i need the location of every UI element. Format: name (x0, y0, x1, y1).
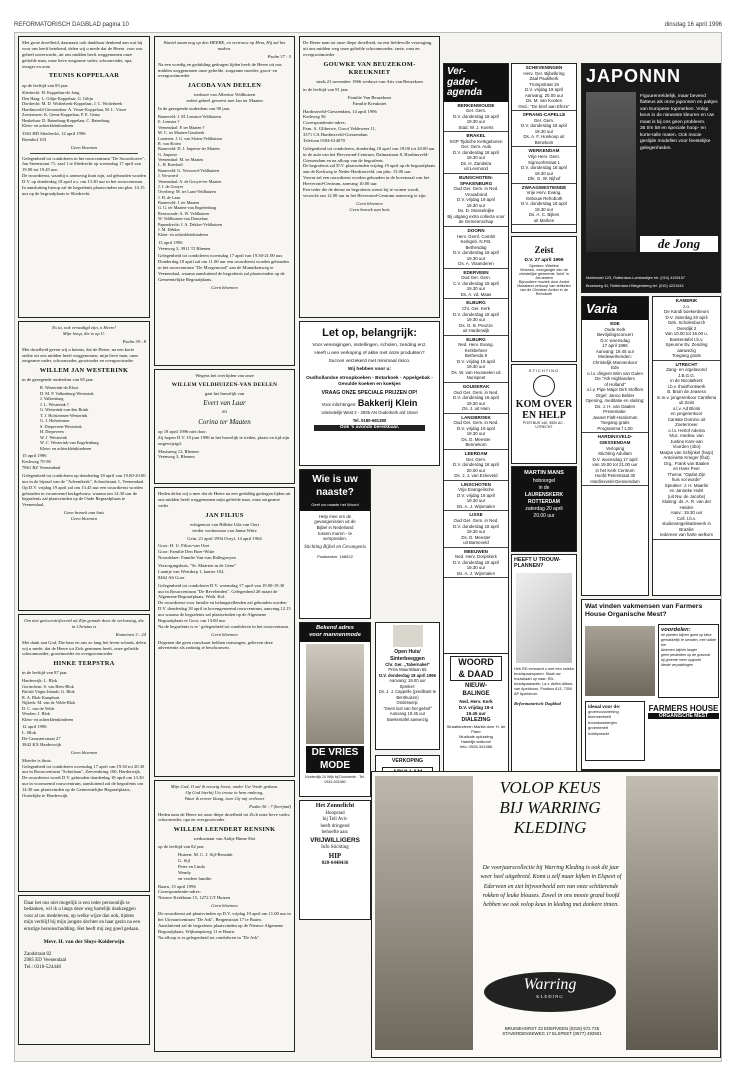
ad-header (300, 470, 370, 511)
ad-line: HIP (328, 851, 342, 860)
ad-address: Mollenwiel 123, Rotterdam-Lombardijen tel. (010) 4193157 (586, 276, 685, 280)
notice-subtitle: weduwnaar van Aaltje Binne Slot (193, 836, 256, 842)
agenda-item-place: MEEUWEN (464, 548, 488, 554)
ad-title: BIJ WARRING (499, 798, 601, 817)
ad-het-zonnelicht (299, 800, 371, 920)
notice-family: Familie Van Beuzekom Familie Kreukniet (347, 94, 392, 106)
notice-age: op de leeftijd van 82 jaar. (158, 844, 205, 850)
ad-line: NIEUW- (465, 683, 487, 690)
agenda-item-details: Zang- en orgelavond J.B.G.G. in de Nicolaïkerk t.b.v. thuisfrontwerk B. Bruin de Jeasera m.m.v. jongerenkoor Cantilena uit Zeist o.l.v. Ad Blonk en jongerenkoor Cantate Domino uit Zoetermeer o.l.v. Herlof Adema Muz. medew. van Justine Kars-van Voorden (obo) Marjan van Schijnkel (harp) Antoinette Krieger (fluit) Org.: Frank van Baalen en Hans Peer Thema: "Opdat Zijn huis vol worde" Speaker: J. H. Maarlin en Janneke Hulst (uit Nw. de Jacobs) Sluiting: ds. A. R. van der Heiden Aanv.: 19.30 uur Coll. t.b.v. studievangelisatiewerk in Brazilië Iedereen van harte welkom (656, 367, 717, 538)
advantages-title: voordelen: (661, 627, 691, 633)
ad-title: Let op, belangrijk: (322, 327, 417, 339)
notice-family: Sliedrecht: H. Koppelaar-de Jong Den Haag: L. Gilijn-Koppelaar, G. Gilijn Dordrecht: M. D. Wolterbeek-Koppelaar, J. C. Wolterbeek Hardinxveld-Giessendam: A. Visser-Koppelaar, M. L. Visser Zoetermeer: K. Gemz-Koppelaar, P. E. Gemz Heukelum: D. Batenburg-Koppelaar, C. Batenburg Klein- en achterkleinkinderen (22, 90, 127, 129)
ad-subtitle: Geef uw naaste het Woord (311, 501, 359, 507)
agenda-list (512, 64, 576, 225)
ad-line: Uiteindelijk West 2 - 2935 AN Ouderkerk a/d IJssel (321, 410, 418, 415)
ad-line: VERKOPING (391, 758, 424, 764)
notice-subtitle: echtgenoot van Hilleke Uda van Oort eerder weduwnaar van Janna Witte (190, 521, 259, 533)
notice-quote: Wantel zaam nog op den HEERE, en vertrouw op Hem, Hij zal het maken. (163, 40, 286, 51)
notice-subtitle: weduwe van Albertus Veldhuizen sedert geheel geweest met Jan ter Maaten (186, 92, 263, 104)
ad-line: Aanvang 19.45 uur Boekentafel aanwezig (387, 711, 428, 722)
ad-kom-over-en-help (511, 364, 577, 464)
agenda-list (444, 102, 508, 579)
notice-text: Degenen die geen rouwkaart hebben ontvangen, gelieven deze advertentie als zodanig te beschouwen. (158, 639, 273, 651)
ad-address: Kinderdijk 24 Wijk bij Duurstede - Tel. 0343-532380 (305, 775, 365, 784)
ad-wie-is-uw-naaste (299, 469, 371, 619)
agenda-item-details: Oud Ger. Gem. in Ned. D.V. donderdag 18 april 19.30 uur Ds. D. Meester uit Barneveld (453, 518, 499, 546)
notice-intro: Heden nam de Heere tot onze diepe droefheid tot Zich onze lieve vader, schoonvader, opa en overgrootvader (158, 811, 291, 823)
model-photo-left (375, 776, 473, 1050)
warring-logo (484, 972, 616, 1012)
ad-line: Ned. Herv. Kerk (459, 698, 493, 704)
notice-funeral-text: De rouwdienst zal plaatsvinden op D.V. vrijdag 19 april om 11.00 uur in het Uitvaartcentrum "De Ark", Beigenstraat 17 te Baarn. Aansluitend zal de begrafenis plaatsvinden op de Nieuwe Algemene Begraafplaats, Wijkampsteeg 11 te Baarn. Na afloop is er gelegenheid tot condoleren in "De Ark". (158, 911, 291, 940)
notice-family: Goor: H. U. Filius-van Oort Goor: Familie Den Boer-Witte Noordelaer: Familie Van-van Ballegooyen (158, 543, 236, 561)
ad-line: Voor verenigingen, instellingen, scholen, zending enz. (312, 343, 427, 349)
notice-address: Baarn, 15 april 1996 Correspondentie-adres: Nieuwe Kerkbaan 15, 1272 GT Huizen (158, 883, 231, 901)
agenda-item-details: Herv. Gemf. Combiï Kerkgeb. N.P.B. Bethesdag D.V. donderdag 18 april 19.30 uur Ds. A. Vlaanderen (453, 233, 499, 267)
ad-line: bij Tell Aviv (322, 817, 348, 823)
ad-address: Broekweg 41, Rotterdam-Hillegersberg tel. (010) 4221943 (586, 284, 684, 288)
notice-address: Hardinxveld-Giessendam, 14 april 1996 Kerkweg 56 Correspondentie-adres: Fam. A. Gliberwe, Groot Veldeweer 11, 3371 CA Hardinxveld-Giessendam Telefoon 0184-614070 (303, 108, 377, 143)
ad-brand: DE VRIES (311, 746, 359, 758)
thanks-signature: Mevr. H. van der Sluys-Kolderwijn (43, 938, 125, 945)
wedding-illustration (516, 573, 572, 663)
ad-brand: Reformatorisch Dagblad (514, 700, 561, 706)
ad-title: Wie is uw (312, 474, 358, 485)
agenda-title (444, 64, 508, 102)
ad-line: MARTIN MANS (524, 470, 564, 476)
column-2 (154, 36, 295, 1058)
notice-funeral-text: Moeder is thuis. Gelegenheid tot condoleren woensdag 17 april van 19.30 tot 20.30 uur in Rouwcentrum "Schotlaan", Zeevenkring 100, Harderwijk. De rouwdienst wordt D.V. gehouden donderdag 18 april om 13.30 uur in voornoemd rouwcentrum, aansluitend zal de begrafenis om 14.30 uur plaatsvinden op de Gemeentelijke Begraafplaats, Oostelijke te Harderwijk. (22, 757, 145, 798)
agenda-item-details: Ned. Herv. Evang. Kerkbeheer Bethesda 9 D.V. vrijdag 19 april 19.30 uur Ds. W. van Hooseelen uit Nunspeet (451, 342, 501, 381)
ad-title: voor mannenmode (309, 632, 361, 639)
agenda-item (444, 383, 508, 414)
agenda-item (444, 548, 508, 579)
agenda-item-details: SGP Tijdsche Kerkgeboren Ger. Gem. Aula D.V. donderdag 18 april 19.30 uur Ds. H. Zandstra uit Lexmond (449, 138, 503, 172)
ad-line: Open Huis/ (394, 649, 421, 655)
ad-warring-kleding (371, 771, 721, 1058)
model-photo (586, 92, 636, 252)
agenda-item (444, 269, 508, 300)
ad-brand: MODE (320, 759, 350, 771)
ad-line: DIALEZING (461, 716, 491, 723)
notice-address: 15 april 1996 Kerkweg 70-58 7861 RZ Veenendaal (22, 453, 61, 471)
agenda-title-line: Ver- (447, 66, 467, 77)
agenda-item (444, 102, 508, 133)
advantages-box (658, 624, 719, 698)
ad-open-huis (375, 622, 440, 750)
ad-trouwplannen (511, 554, 577, 779)
ad-line: Woenes, voorganger van de christelijke gemeente 'Ariel' in Jeruzalem (519, 268, 569, 280)
deceased-name: HINKE TERPSTRA (53, 660, 115, 668)
notice-intro: Na een woedig en gedulding gedragen lijden heeft de Heere uit ons midden weggenomen onze geliefde, zorgzame moeder, groot- en overgrootmoeder (158, 61, 282, 79)
agenda-item (444, 336, 508, 383)
ad-line: Onderwerp: (396, 700, 419, 706)
deceased-name: WILLEM LEENDERT RENSINK (173, 826, 276, 834)
ad-line: LAURENSKERK (524, 491, 564, 498)
ad-title: naaste? (316, 486, 354, 498)
ad-japonnen-de-jong (581, 63, 721, 293)
ad-line: Oudhollandse stroopkoeken - Botarkoek - Appelgebak - Gevulde koeken en koekjes (306, 375, 433, 387)
notice-age: in de leeftijd van 91 jaar. (303, 86, 349, 92)
agenda-title: Varia (582, 297, 648, 320)
agenda-item-place: DOORN (467, 227, 485, 233)
groom-name: Evert van Laar (203, 398, 246, 407)
ad-line: "Geen last van het geloof" (383, 705, 432, 711)
woord-daad-logo (450, 656, 502, 681)
agenda-item (444, 227, 508, 269)
agenda-list (653, 297, 720, 540)
notice-jan-filius (154, 487, 295, 777)
ad-line: Spreker: (399, 683, 416, 689)
notice-no-flowers: Geen bloemen (211, 284, 238, 290)
divider (30, 153, 138, 154)
notice-funeral-text: Gelegenheid tot condoleren D.V. woensdag 17 april van 19.00-19.30 uur in Rouwcentrum "De Revelenden". Gelegenheid 20 maart de Algemene Begraafplaats, Weth. Kol. De rouwdienst voor familie en belangstellenden zal gehouden worden D.V. donderdag 18 april in bovengenoemd rouwcentrum, aanvang 12.15 uur waarna de begrafenis zal plaatsvinden op de Algemene Begraafplaats te Goor, om 13.00 uur. Na de begrafenis is er ' gelegenheid tot condoleren in het rouwcentrum. (158, 582, 291, 629)
agenda-item (512, 111, 576, 147)
ad-brand: Zeist (534, 245, 554, 255)
ad-text: Heb RD verwacht u met een unieke bruidspaarsparen. Staat uw trouwkaart op naar: RD-bruidspaaractie, t.a.v. Aletta Uitkes-van Apeldoorn, Postbus 613, 7300 AP Apeldoorn. (514, 667, 574, 696)
ad-header (300, 623, 370, 642)
agenda-item-place: EDERVEEN (463, 269, 489, 275)
ad-brand: Warring (523, 976, 577, 993)
ad-bakkerij-klein (299, 321, 440, 466)
newspaper-title: REFORMATORISCH DAGBLAD pagina 10 (14, 22, 129, 28)
agenda-item-place: HARDINXVELD-GIESSENDAM (597, 434, 633, 445)
agenda-item-details: Oud Ger. Gem. in Ned. D.V. vrijdag 19 april 19.30 uur Ds. D. Meester Bennekom (453, 420, 499, 448)
ad-line: Hoopstad (325, 810, 345, 816)
notice-family: R. Westerink-de Kloot D. M. P. Valkenburg-Westerink J. Valkenburg J. L. Westerink † G. Westerink-van den Brink T. J. Holsteinsen-Westerink G. J. Holsteinsen S. Diepeveen-Westerink H. Diepeveen W. J. Westerink W. C. Westerink-van Engelenburg Klein- en achterkleinkinderen (40, 385, 99, 451)
agenda-title-line: agenda (447, 87, 483, 98)
notice-age: op de leeftijd van 83 jaar. (22, 82, 69, 88)
deceased-name: JAN FILIUS (205, 511, 244, 519)
ad-brand: EN HELP (522, 410, 566, 421)
ad-title: VOLOP KEUS (499, 778, 601, 797)
agenda-item (653, 297, 720, 361)
ideal-text: groenvoorziening bloementeelt boomkwekerijen groentenelt hobbymarkt (588, 709, 619, 736)
agenda-item-place: WERKENDAM (528, 148, 560, 154)
agenda-item-place: EDE (610, 321, 620, 326)
ad-line: PLANNEN? (514, 563, 544, 569)
agenda-item-details: Vrije Evangelische D.V. vrijdag 19 april 19.30 uur Ds. A. J. Wijnmalen (456, 487, 496, 509)
notice-lead: Wegens het overlijden van onze (195, 373, 254, 378)
agenda-item-place: LEERDAM (464, 450, 488, 456)
agenda-title-line: gader- (447, 76, 478, 88)
notice-address: Verzorgingshuis, "St. Maarten in de Gene" Laantje van Westdorp 1, kamer 102, 8462 AS Goor (158, 563, 237, 580)
notice-age: in de leeftijd van 87 jaar. (22, 670, 68, 676)
advantages-text: de planten blijven goed op kleur gemakkelijk te strooien, met vlakte toe bloemen blijven langer geen pesticiden op de grasmat bij groente meer opgroeit ideale verpakkingen (661, 633, 716, 668)
notice-intro: Met grote droefheid, daarnaast ook dankbaar denkend aan wat hij voor ons heeft betekend, delen wij u mede dat de Heere, voor ons geheel onverwacht, uit ons midden heeft weggenomen onze geliefde man, onze lieve zorgzame vader, schoonvader, opa, zwager en oom (22, 40, 143, 69)
notice-intro: Met dank aan God, Die haar en ons zo lang het leven schonk, delen wij u mede, dat de Heere tot Zich genomen heeft, onze geliefde schoonmoeder, grootmoeder en overgrootmoeder (22, 639, 146, 657)
agenda-item-details: Ger. Gem. D.V. donderdag 18 april 19.30 uur Stad: W. J. Koerts (453, 108, 499, 130)
ad-de-vries-mode (299, 622, 371, 797)
notice-no-flowers: Geen bloemen (211, 631, 238, 637)
notice-no-flowers: Geen bezoek aan huis Geen bloemen (63, 510, 105, 522)
ad-line: D.V. 27 april 1996 (524, 258, 564, 263)
globe-icon (533, 375, 555, 397)
model-photo-right (626, 776, 718, 1050)
ad-line: Het Zonnelicht (315, 803, 355, 809)
agenda-item-place: UTRECHT (675, 361, 698, 367)
notice-intro: Heden delen wij u mee dat de Heere na een geduldig gedragen lijden uit ons midden heeft weggenomen mijn geliefde man, onze zorgzame vader (158, 491, 291, 508)
ad-line: 020-6448436 (321, 860, 349, 866)
ideal-box (585, 701, 645, 761)
ad-brand: FARMERS HOUSE (648, 704, 719, 713)
deceased-name: GOUWKE VAN BEUZEKOM-KREUKNIET (323, 60, 416, 76)
deceased-name: TEUNIS KOPPELAAR (48, 72, 120, 80)
ad-brand: WOORD (458, 657, 494, 667)
ad-brand: KOM OVER (515, 399, 573, 410)
notice-jacoba-van-deelen (154, 36, 295, 366)
agenda-item-details: Vrije Herv. Evang. Gebouw Rehoboth D.V. donderdag 18 april 19.30 uur Ds. A. C. Bijkes uit Marken (521, 190, 567, 223)
ad-brand: JAPONNN (586, 66, 682, 86)
ad-text: Figuurenreldelijk, maar bevend flatteus als onze japonnen en pakjes van Europese topmerken. Volop keus in de nieuwste kleuren en Uw maat is bij ons geen probleem. 36 t/m 58 en speciale hoop- en korte-talle maten. Ook mooie geslijde modellen voor feestelijke gelegenheden. (640, 94, 718, 151)
ad-line: Voor inlichtingen: (321, 402, 357, 408)
agenda-item-place: BUNSCHOTEN-SPAKENBURG (459, 174, 493, 186)
notice-no-flowers: Geen bloemen (70, 144, 98, 150)
agenda-item-place: ZWAAGWESTEINDE (521, 184, 567, 190)
agenda-item (512, 147, 576, 183)
agenda-item (444, 414, 508, 450)
ad-line: Info Stichting (321, 845, 349, 851)
notice-family: Harderwijk: L. Blok Gorinchem: S. van Hees-Blok British Virgin Islands: G. Blok R. A. Blok-Kamphuis Nijkerk: M. van de Velde-Blok D. C. van de Velde Worden: J. Blok Klein- en achterkleinkinderen (22, 678, 76, 722)
agenda-item-details: Oude Kerk Bevrijdingsconcert D.V. woensdag 17 april 1996 Aanvang: 19.45 uur Medewerkenden: Christelijk Mannenkoor Ede o.l.v. dirigent Wim van Gulen De "Ath Highlanders of Holland" o.l.v. Pipe Major Dirk Stoffers Orgel: Janco Belder Opening, meditatie en sluiting: Ds. J. H. van Daalen Presentatie: Jeanet Flaft-Hardeman Toegang gratis Programma f 1,00 (585, 326, 645, 431)
notice-no-flowers: Geen bloemen (211, 903, 238, 909)
ad-brand: ORGANISCHE MEST (648, 713, 719, 719)
thanks-address: Zandstraat 82 2985 ED Veenendaal Tel.: 0318-524448 (24, 951, 67, 970)
notice-address: Maststeeg 12, Rhenen Veenweg 3, Rhenen (158, 448, 199, 460)
notice-hinke-terpstra (18, 614, 150, 892)
model-photo (306, 644, 364, 744)
notice-address: 13 april 1996 Veenweg 3, 3911 TJ Rhenen (158, 239, 211, 251)
shop-logo: de Jong (640, 236, 718, 252)
ad-line: VRAAG ONZE SPECIALE PRIJZEN OP! (321, 389, 418, 396)
ad-brand-block (306, 746, 364, 774)
ad-line: in de (538, 484, 550, 491)
agenda-item-place: BERKENWOUDE (457, 102, 495, 108)
agenda-item-details: Ned. Herv. Dorpskerk D.V. donderdag 18 april 19.30 uur Ds. A. J. Wijnmalen (453, 554, 499, 576)
ad-line: Ook 's avonds bereikbaar. (314, 425, 425, 431)
agenda-item (444, 450, 508, 481)
notice-gouwke-van-beuzekom (299, 36, 440, 318)
notice-text: op 18 april 1996 niet door. Zij hopen D.V. 19 juni 1996 in het huwelijk te treden, plaats en tijd zijn ongewijzigd. (158, 428, 290, 446)
ad-line: ROTTERDAM (528, 498, 560, 505)
notice-funeral-text: Gelegenheid tot condoleren in het rouwcentrum "De Stouwhoeve", Jan Steenstraat 71, zaal 1 te Sliedrecht op woensdag 17 april van 19.00 tot 19.45 uur. De rouwdienst, waarbij u aanwezig kunt zijn, zal gehouden worden D.V. op donderdag 18 april a.s. om 13.30 uur in het rouwcentrum. In aansluiting hierop zal de begrafenis plaatsvinden om plm. 14.15 uur op de begraafplaats te Sliedrecht. (22, 155, 146, 196)
ad-line: VRIJWILLIGERS (310, 836, 360, 844)
agenda-item-place: ELBURG (466, 336, 486, 342)
agenda-item (444, 299, 508, 335)
notice-wedding-cancelled (154, 369, 295, 484)
ad-farmers-house (581, 599, 721, 779)
ad-line: 20.00 uur (533, 512, 555, 519)
deceased-name: WILLEM JAN WESTERINK (39, 367, 129, 375)
column-1 (18, 36, 150, 1058)
ad-brand: Bakkerij Klein (357, 398, 418, 409)
agenda-item (444, 132, 508, 174)
ad-title: Bekend adres (315, 625, 355, 631)
ad-line: BALINGE (462, 691, 490, 698)
agenda-item (582, 320, 648, 433)
ad-line: HEEFT U TROUW- (514, 557, 561, 563)
ad-address: POSTBUS 140, 3500 AC - UTRECHT (522, 421, 566, 429)
ad-title: Wat vinden vakmensen van Farmers House Organische Mest? (585, 603, 703, 619)
notice-funeral-text: Gelegenheid tot condoleren, donderdag 18 april van 19.00 tot 20.00 uur in de aula van het Herverond-Centrum, Dalmaatraat 8, Hardinxveld-Giessendam en na afloop van de begrafenis. De begrafenis zal D.V. plaatsvinden vrijdag 19 april op de begraafplaats aan de Kerkweg te Neder-Hardinxveld, om plm. 13.00 uur. Voorat zal een rouwdienst worden gehouden in de bovenzaal van het Herverond-Centrum, aanvang 10.00 uur. Een ieder die de dienst en begrafenis wenst bij te wonen wordt, verzocht om 12.00 uur in het Herverond-Centrum aanwezig te zijn. (303, 145, 436, 198)
agenda-item-place: SCHEVENINGEN (525, 65, 563, 70)
notice-no-flowers: Geen bloemen Geen bezoek aan huis (349, 200, 390, 212)
notice-funeral-text: Gelegenheid tot condoleren woensdag 17 april van 19.30-21.00 uur. Donderdag 18 april zal om 11.00 uur een rouwdienst worden gehouden in het rouwcentrum "De Morgenrood" aan de Munnikenweg te Veenendaal, waarna aansluitend de begrafenis zal plaatsvinden op de Gemeentelijke Begraafplaats. (158, 253, 289, 282)
ad-line: Bijzondere muziek door André Maasland verkoop van artikelen van de Christian Action in de Rehoboth (517, 280, 571, 296)
ad-heading (476, 778, 624, 838)
ad-line: 19.45 uur (466, 710, 486, 716)
notice-address: 12 april 1996 L. Blok De Gezusterstraat 27 3842 KX Harderwijk (22, 724, 62, 747)
notice-thanks (18, 895, 150, 1045)
bride-name: Corina ter Maaten (198, 418, 251, 426)
ad-line: Succes verzekerd met minimaal risico. (328, 359, 411, 365)
ad-line: zaterdag 20 april (525, 505, 563, 512)
notice-intro: De Heere nam tot onze diepe droefheid, na een liefdevolle verzorging, uit ons midden weg onze geliefde schoonmoeder, tante, oma en overgrootmoeder (303, 40, 433, 57)
page-header (14, 22, 722, 32)
notice-quote: Om niet geëccentrificeerd uit Zijn genade door de verlossing, die in Christus is (24, 618, 144, 629)
scheveningen-agenda (511, 63, 577, 233)
ad-line: STICHTING (528, 368, 560, 373)
notice-no-flowers: Geen bloemen (70, 749, 98, 755)
ad-tel: Postbanknr. 168522 (317, 554, 353, 560)
notice-age: In de gezegende ouderdom van 90 jaar. (158, 106, 231, 112)
agenda-item-details: z.o. De Kandi boekenbeurs D.V. zaterdag 20 april Geb. Scholenburch Overdijk 2 Van 10.00 tot 16.00 u. Boekentafel t.b.v. Speunne Ev. Zending aanwezig Toegang gratis (664, 303, 709, 359)
ad-line: Straatkinderen Manila door H. de Pater Muzikale opluisting Hartelijk welkom! Info: 0528-341386 (446, 723, 506, 750)
ad-line: Sinterbeeggen (390, 655, 425, 662)
notice-willem-rensink (154, 780, 295, 1052)
ad-line: Tel. 0180-681380 (352, 417, 387, 423)
ad-line: Wij hebben voor u: (347, 367, 392, 373)
notice-quote: Ex ta, ook verzadigd zijn, o Heere! Mijn hoop, die is op U. (52, 325, 116, 336)
agenda-item-details: Ger. Gem. D.V. donderdag 18 april 20.00 uur Ds. J. J. van Eckeveld (453, 456, 499, 479)
notice-dates: Gein, 21 april 1994 Ooryl, 14 april 1964 (187, 535, 262, 541)
notice-quote-ref: Psalm 39 : 8 (122, 338, 146, 344)
ad-title: KLEDING (513, 818, 587, 837)
agenda-item-details: Oud Ger. Gem. C.V. donderdag 18 april 19.30 uur Ds. A. vd. Maas (453, 275, 499, 297)
notice-subtitle: sinds 21 november 1966 weduwe van Aris van Beuzekom (316, 79, 423, 84)
agenda-item (444, 481, 508, 512)
agenda-item-place: LINSCHOTEN (461, 481, 491, 487)
agenda-item-details: Vrije Herv. Gem. Sigmonhstraat 1 D.V. donderdag 18 april 19.30 uur Dhr. G. W. Nijhof (521, 154, 567, 182)
notice-quote-ref: Psalm 56 : 7 (berijmd) (249, 803, 291, 809)
agenda-list (582, 320, 648, 486)
ad-line: D.V. donderdag 18 april 1996 (379, 672, 436, 678)
ad-address: BRUINEHORST 23 EDERVEEN (0318) 572 725 STAVERDENSEWEG 17 ELSPEET (0577) 492501 (502, 1026, 602, 1036)
notice-quote-ref: Psalm 37 : 5 (267, 53, 291, 59)
ad-line: D.V. vrijdag 19-4 (458, 704, 494, 710)
ad-text: De voorjaarscollectie bij Warring Kleding is ook dit jaar weer heel uitgebreid. Komt u zelf maar kijken in Elspeet of Ederveen en ziet bijvoorbeeld een van onze schitterende rokken of leuke blouses. Zowel in ons mooie grand hoofd hebben we ook volop keus in kleding met donkere tinten. (480, 865, 622, 909)
ad-line: Ds. J. J. Cappelle (predikant te Benthuizen) (378, 689, 437, 700)
agenda-item (512, 64, 576, 111)
notice-funeral-text: Gelegenheid tot condoleren op donderdag 18 april van 19.00-20.00 uur in de bijzaal van de "Adventkerk", Schoolstraat 1, Veenendaal. Op D.V. vrijdag 19 april zal om 13.45 uur een rouwdienst worden gehouden in voornoemd kerkgebouw, waarna om 14.30 uur de begrafenis zal plaatsvinden op de Oude Begraafplaats te Veenendaal. (22, 472, 146, 508)
ad-line: Spreker: Wiebbe (529, 263, 559, 268)
ideal-title: ideaal voor de: (588, 704, 621, 709)
ad-line: Chr. Ger. „Tabernakel" (385, 662, 430, 667)
varia-agenda (581, 296, 649, 596)
ad-subtitle: KLEDING (536, 994, 564, 999)
agenda-item-details: Herv. Ger. Bijbelkring Zaal Pauliïkerk Trompstraat 19 D.V. vrijdag 19 april Aanvang: 20.00 uur Ds. M. van Kooten Ond.: "De brief aan Efeze" (518, 70, 570, 109)
ad-line: Prins Mauritslaan 55 (388, 667, 427, 673)
and-word: en (222, 409, 227, 415)
agenda-item-details: Chr. Ger. Kerk D.V. donderdag 18 april 19.30 uur Ds. G. B. Peuzze uit Harderwijk (453, 306, 499, 334)
notice-address: 3363 HD Sliedrecht, 12 april 1996 Riemhof 103 (22, 130, 86, 142)
agenda-item-place: LANGBROEK (461, 414, 491, 420)
notice-willem-westerink (18, 321, 150, 611)
ad-text: Help mee om de gevangenissen uit de Bijbel in Nederland tussen muren - te verspreiden. (314, 513, 356, 542)
notice-sub: gaat het huwelijk van (204, 390, 245, 396)
agenda-item-place: GOUDERAK (462, 383, 490, 389)
ad-line: Aanvang: 19.00 uur (389, 678, 426, 684)
agenda-item (444, 511, 508, 547)
ad-woord-en-daad (443, 653, 509, 779)
agenda-item-details: Oud Ger. Gem. in Ned. D.V. donderdag 18 april 19.30 uur Ds. J. uit Ham (453, 389, 499, 412)
ad-brand: & DAAD (458, 668, 494, 679)
agenda-item-details: Oud Ger. Gem. in Ned. Vrouwbond D.V. vrijdag 19 april 19.30 uur Ds. D. Mosselnijke Bij uitgang extra collecte voor de Gemeenschap (447, 186, 505, 225)
ad-line: heeft dringend (320, 823, 350, 829)
church-image (393, 625, 423, 647)
agenda-item-place: ELBURG (466, 300, 486, 306)
ad-zeist (511, 236, 577, 362)
agenda-item-details: Ger. Gem. D.V. donderdag 18 april 19.30 uur Ds. A. F. Honkoop uit Benekom (521, 117, 567, 145)
notice-family: Barneveld: J. M. Lemstra-Veldhuizen E. Lemstra † Veenendaal: P. ter Maaten † M. C. ter Maaten-Gaasbeek Lunteren: J. G. van Sloten-Veldhuizen R. van Sloten Barneveld: D. J. Jasperse-ter Maaten G. Jasperse Veenendaal: M. ter Maaten L. H. Boerhoff Barneveld: G. Verwoerd-Veldhuizen J. Verwoerd Veenendaal: A. de Gooyer-ter Maaten J. J. de Gooyer Overberg: M. ter Laan-Veldhuizen J. H. de Laan Barneveld: J. ter Maaten G. G. ter Maaten-van Engelenburg Renswoude: A. W. Veldhuizen W. Veldhuizen-van Donselaar Papendrecht: J. A. Dekker-Veldhuizen J. M. Dekker Klein- en achterkleinkinderen (158, 114, 223, 238)
agenda-item-place: SPRANG-CAPELLE (522, 112, 566, 118)
agenda-item (512, 184, 576, 226)
ad-line: behoefte aan: (321, 830, 349, 836)
ad-line: hoboorgel (532, 477, 556, 484)
agenda-item-place: KAMERIK (675, 298, 698, 303)
agenda-item (444, 174, 508, 227)
notice-age: in de gezegende ouderdom van 85 jaar. (22, 377, 94, 383)
kamerik-utrecht-agenda (652, 296, 721, 596)
notice-name: WILLEM VELDHUIZEN-VAN DEELEN (171, 381, 278, 388)
lawn-photo (585, 626, 655, 696)
agenda-item-details: Verloping Stichting Adullam D.V. woensdag 17 april van 19.00 tot 21.00 uur in het Kerk Centrum Hoofd Peterstraat 30 Hardinxveld-Giessendam (590, 445, 640, 484)
agenda-item-place: BRAKEL (466, 133, 486, 139)
notice-family: Huizen: M. C. J. Sijl-Rensink G. Sijl Peter en Linda Wendy en verdere familie (178, 852, 233, 881)
agenda-item (582, 433, 648, 486)
ad-row-wie-is (299, 469, 440, 619)
notice-quote-ref: Romeinen 3 : 24 (115, 631, 146, 637)
agenda-item-place: LISSE (469, 512, 483, 518)
agenda-item (653, 361, 720, 540)
newspaper-page (14, 32, 722, 1062)
farmers-logo (648, 704, 719, 719)
notice-quote: Mijn God, O zal ik eeuwig loven, onder Uw Vrede gedaan. Op God hierbij Uw trouw in hem omhoog, Waar ik erover klaag, toen Gij mij verhoort (170, 784, 279, 801)
thanks-text: Daar het ons niet mogelijk is een ieder persoonlijk te bedanken, wil ik u langs deze weg hartelijk dankzeggen voor al uw medeleven, op welke wijze dan ook, tijdens mijn verblijf bij mijn jongste dochter en haar gezin na een ernstige hersenschudding. Het heeft mij zeg goed gedaan. (24, 901, 141, 932)
notice-intro: Met droefheid geven wij u kennis, dat de Heere, na een korte ziekte uit ons midden heeft weggenomen, mijn lieve man, onze zorgzame vader, schoonvader, grootvader en overgrootvader (22, 346, 139, 364)
page-date: dinsdag 16 april 1996 (664, 22, 722, 28)
ad-line: Heeft u een verkoping of aktie met onze produkten? (314, 351, 425, 357)
ad-martin-mans (511, 466, 577, 552)
ad-org: Stichting Bijbel en Gevangenis (304, 544, 366, 550)
notice-teunis-koppelaar (18, 36, 150, 318)
deceased-name: JACOBA VAN DEELEN (187, 82, 262, 90)
